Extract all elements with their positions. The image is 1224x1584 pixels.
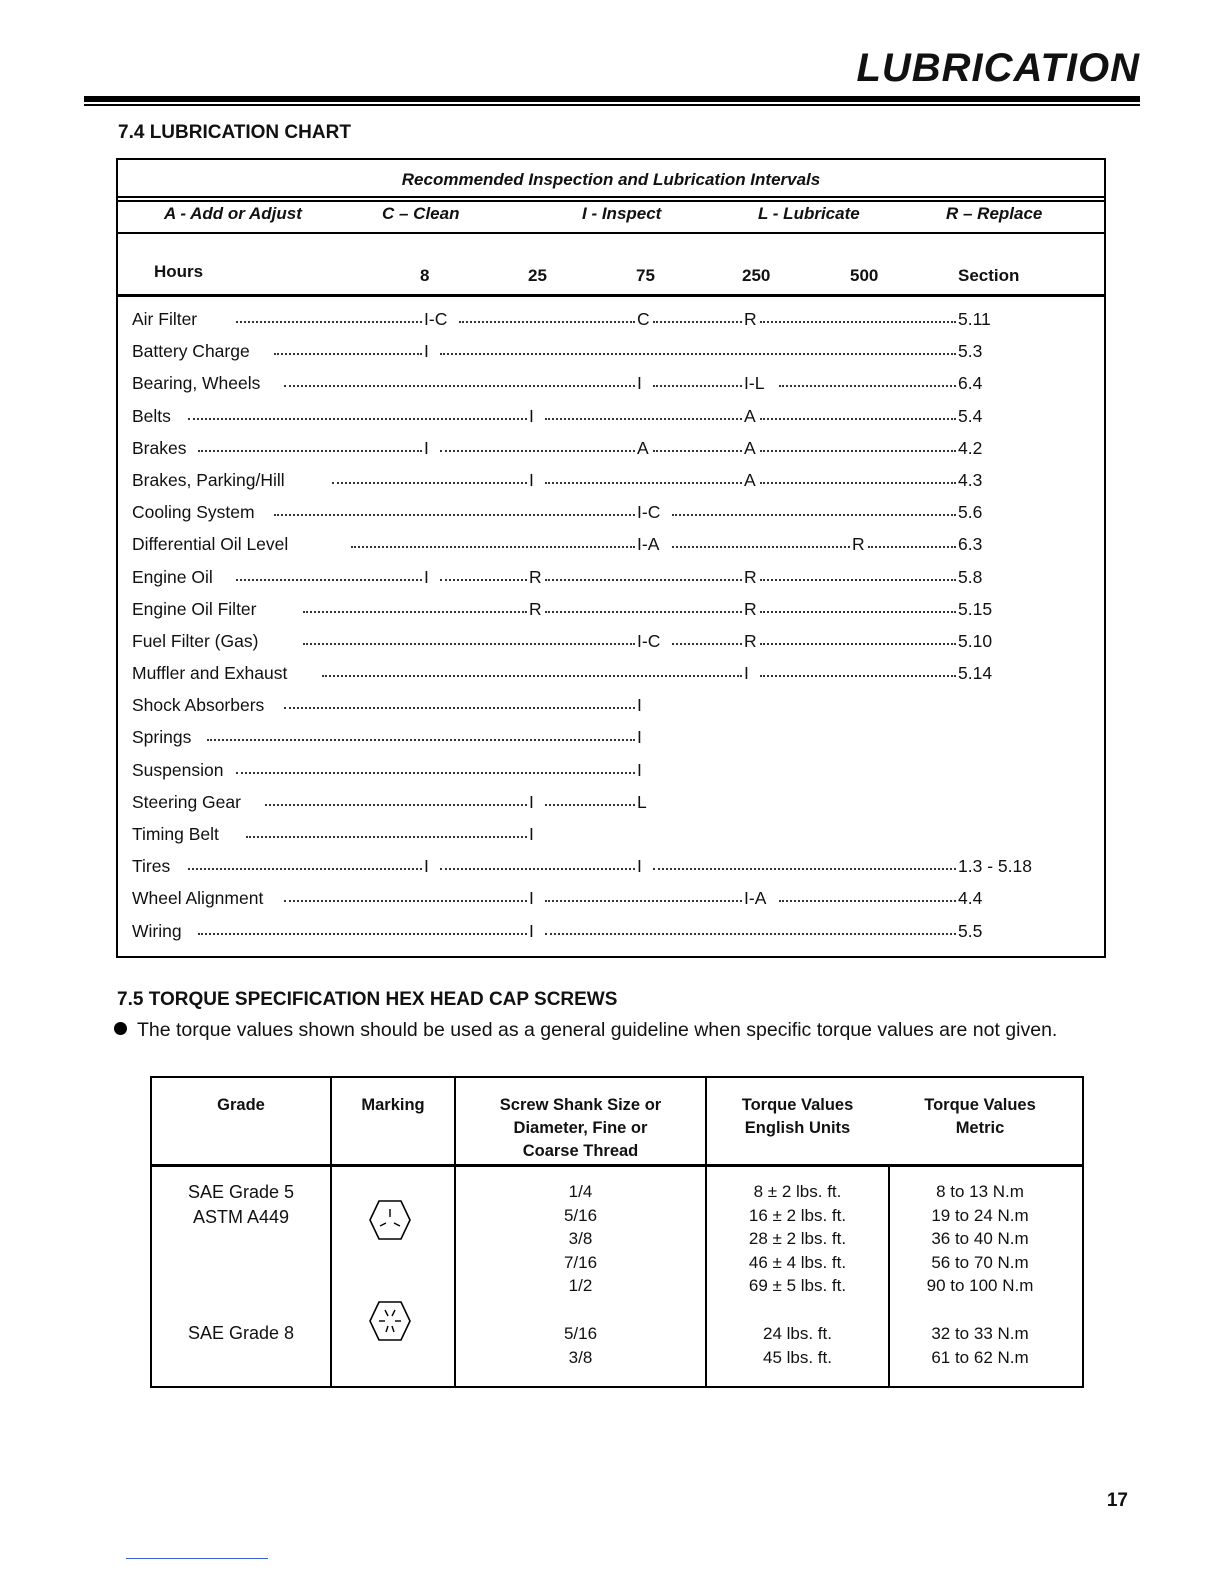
bullet-icon	[114, 1022, 127, 1035]
table-row	[132, 760, 1062, 792]
grade-5-metric	[890, 1180, 1070, 1298]
leader-dots	[236, 772, 635, 774]
leader-dots	[332, 482, 527, 484]
header-marking: Marking	[361, 1096, 425, 1114]
torque-cell: 3/8	[568, 1347, 593, 1367]
leader-dots	[672, 643, 742, 645]
header-english	[707, 1094, 888, 1140]
lubrication-chart	[116, 158, 1106, 958]
item-name: Belts	[132, 405, 171, 426]
leader-dots	[760, 450, 956, 452]
leader-dots	[236, 579, 422, 581]
leader-dots	[760, 579, 956, 581]
torque-cell: 90 to 100 N.m	[926, 1276, 1034, 1295]
leader-dots	[760, 643, 956, 645]
header-english-line: Torque Values	[741, 1096, 854, 1114]
section-ref: 6.3	[958, 534, 983, 555]
section-ref: 5.11	[958, 309, 991, 329]
section-ref: 5.4	[958, 405, 983, 426]
header-divider	[152, 1164, 1082, 1167]
item-name: Fuel Filter (Gas)	[132, 630, 259, 651]
grade-8-sizes	[456, 1322, 705, 1369]
header-english-line: English Units	[744, 1119, 851, 1137]
item-name: Wiring	[132, 920, 182, 941]
header-grade: Grade	[217, 1096, 265, 1114]
leader-dots	[351, 546, 635, 548]
hex-grade5-icon	[368, 1199, 412, 1241]
table-row	[132, 856, 1062, 888]
interval-code: A	[637, 437, 649, 458]
item-name: Air Filter	[132, 309, 198, 329]
section-ref: 5.8	[958, 566, 983, 587]
interval-code: I-A	[744, 888, 767, 909]
leader-dots	[545, 418, 742, 420]
chart-divider	[118, 232, 1104, 234]
header-size-line: Coarse Thread	[522, 1142, 639, 1160]
leader-dots	[440, 353, 956, 355]
header-rule-thin	[84, 104, 1140, 106]
interval-code: A	[744, 405, 756, 426]
table-row	[132, 695, 1062, 727]
item-name: Springs	[132, 727, 192, 748]
table-row	[132, 534, 1062, 566]
interval-code: I	[529, 888, 534, 909]
leader-dots	[265, 804, 527, 806]
legend-inspect: I - Inspect	[582, 204, 662, 223]
torque-table	[150, 1076, 1084, 1388]
section-ref: 5.10	[958, 630, 993, 651]
torque-cell: 56 to 70 N.m	[931, 1252, 1029, 1272]
item-name: Battery Charge	[132, 341, 250, 362]
leader-dots	[653, 450, 742, 452]
interval-code: I-L	[744, 373, 765, 394]
table-row	[132, 373, 1062, 405]
chart-divider	[118, 294, 1104, 297]
table-row	[132, 470, 1062, 502]
leader-dots	[274, 353, 422, 355]
leader-dots	[545, 804, 635, 806]
leader-dots	[760, 675, 956, 677]
table-row	[132, 792, 1062, 824]
leader-dots	[672, 514, 956, 516]
leader-dots	[303, 611, 527, 613]
leader-dots	[188, 418, 527, 420]
section-ref: 1.3 - 5.18	[958, 856, 1032, 877]
leader-dots	[760, 482, 956, 484]
header-size	[456, 1094, 705, 1163]
hours-8: 8	[420, 266, 430, 285]
interval-code: I	[529, 791, 534, 812]
item-name: Bearing, Wheels	[132, 373, 261, 394]
interval-code: I	[637, 759, 642, 780]
interval-code: I	[424, 566, 429, 587]
leader-dots	[868, 546, 956, 548]
leader-dots	[188, 868, 422, 870]
torque-cell: 1/2	[568, 1276, 593, 1295]
page-number: 17	[1106, 1490, 1128, 1511]
torque-cell: 28 ± 2 lbs. ft.	[748, 1229, 847, 1248]
table-row	[132, 341, 1062, 373]
interval-code: I	[637, 856, 642, 877]
chart-divider	[118, 200, 1104, 202]
grade-5-english	[707, 1180, 888, 1298]
grade-text: ASTM A449	[192, 1207, 290, 1227]
interval-code: I	[529, 824, 534, 844]
section-ref: 4.2	[958, 437, 983, 458]
interval-code: R	[744, 630, 757, 651]
hours-label: Hours	[154, 262, 204, 281]
leader-dots	[760, 611, 956, 613]
interval-code: A	[744, 469, 756, 490]
legend-clean: C – Clean	[382, 204, 460, 223]
section-ref: 5.5	[958, 920, 983, 941]
interval-code: R	[744, 566, 757, 587]
leader-dots	[440, 868, 635, 870]
leader-dots	[672, 546, 850, 548]
interval-code: I-A	[637, 534, 660, 555]
interval-code: L	[637, 791, 647, 812]
header-metric	[890, 1094, 1070, 1140]
leader-dots	[198, 933, 527, 935]
interval-code: I-C	[424, 309, 448, 329]
section-ref: 5.15	[958, 598, 993, 619]
section-label: Section	[958, 266, 1020, 285]
hours-500: 500	[850, 266, 879, 285]
torque-cell: 19 to 24 N.m	[931, 1205, 1029, 1225]
section-ref: 6.4	[958, 373, 983, 394]
table-row	[132, 502, 1062, 534]
interval-code: I	[529, 920, 534, 941]
grade-8-english	[707, 1322, 888, 1369]
leader-dots	[653, 868, 956, 870]
legend-replace: R – Replace	[946, 204, 1043, 223]
leader-dots	[284, 385, 635, 387]
item-name: Shock Absorbers	[132, 695, 265, 716]
section-ref: 4.4	[958, 888, 983, 909]
item-name: Steering Gear	[132, 791, 241, 812]
grade-5-sizes	[456, 1180, 705, 1298]
leader-dots	[459, 321, 635, 323]
hex-grade8-icon	[368, 1300, 412, 1342]
legend-lubricate: L - Lubricate	[758, 204, 860, 223]
table-row	[132, 599, 1062, 631]
torque-cell: 1/4	[568, 1182, 593, 1201]
header-metric-line: Torque Values	[924, 1096, 1036, 1114]
leader-dots	[779, 385, 956, 387]
torque-note	[114, 1019, 1057, 1042]
table-row	[132, 406, 1062, 438]
section-ref: 4.3	[958, 469, 983, 490]
interval-code: R	[744, 598, 757, 619]
torque-cell: 7/16	[563, 1252, 598, 1272]
leader-dots	[545, 611, 742, 613]
table-row	[132, 631, 1062, 663]
torque-cell: 16 ± 2 lbs. ft.	[748, 1205, 847, 1225]
leader-dots	[779, 900, 956, 902]
hours-75: 75	[636, 266, 655, 285]
torque-section-title: 7.5 TORQUE SPECIFICATION HEX HEAD CAP SCREWS	[117, 989, 618, 1010]
leader-dots	[236, 321, 422, 323]
leader-dots	[274, 514, 635, 516]
interval-code: I	[637, 727, 642, 748]
legend-add-adjust: A - Add or Adjust	[164, 204, 302, 223]
chart-table-title: Recommended Inspection and Lubrication Intervals	[401, 170, 821, 189]
torque-cell: 3/8	[568, 1229, 593, 1248]
section-ref: 5.14	[958, 663, 993, 684]
lubrication-section-title: 7.4 LUBRICATION CHART	[118, 122, 351, 143]
torque-cell: 5/16	[563, 1205, 598, 1225]
interval-code: I	[424, 437, 429, 458]
interval-code: I	[529, 405, 534, 426]
chart-divider	[118, 196, 1104, 198]
table-row	[132, 663, 1062, 695]
leader-dots	[653, 321, 742, 323]
interval-code: I	[744, 663, 749, 684]
torque-cell: 32 to 33 N.m	[931, 1324, 1029, 1343]
interval-code: R	[852, 534, 865, 555]
item-name: Differential Oil Level	[132, 534, 289, 555]
item-name: Engine Oil	[132, 566, 213, 587]
item-name: Engine Oil Filter	[132, 598, 257, 619]
interval-code: I	[637, 373, 642, 394]
leader-dots	[760, 321, 956, 323]
header-metric-line: Metric	[955, 1119, 1005, 1137]
leader-dots	[246, 836, 527, 838]
footer-line	[126, 1558, 268, 1559]
torque-cell: 45 lbs. ft.	[763, 1347, 832, 1367]
torque-cell: 5/16	[563, 1324, 598, 1343]
item-name: Brakes, Parking/Hill	[132, 469, 285, 490]
leader-dots	[440, 579, 527, 581]
page-header-title: LUBRICATION	[856, 46, 1140, 90]
table-row	[132, 309, 1062, 341]
torque-cell: 46 ± 4 lbs. ft.	[748, 1252, 847, 1272]
grade-text: SAE Grade 5	[187, 1182, 295, 1202]
grade-5-label	[152, 1180, 330, 1230]
torque-cell: 61 to 62 N.m	[931, 1347, 1029, 1367]
interval-code: C	[637, 309, 650, 329]
item-name: Muffler and Exhaust	[132, 663, 288, 684]
item-name: Brakes	[132, 437, 187, 458]
item-name: Cooling System	[132, 502, 255, 523]
leader-dots	[545, 933, 956, 935]
leader-dots	[303, 643, 635, 645]
leader-dots	[545, 900, 742, 902]
section-ref: 5.3	[958, 341, 983, 362]
torque-cell: 24 lbs. ft.	[763, 1324, 832, 1343]
interval-code: R	[744, 309, 757, 329]
grade-8-metric	[890, 1322, 1070, 1369]
table-row	[132, 567, 1062, 599]
leader-dots	[440, 450, 635, 452]
section-ref: 5.6	[958, 502, 983, 523]
interval-code: I	[424, 341, 429, 362]
leader-dots	[653, 385, 742, 387]
torque-cell: 36 to 40 N.m	[931, 1229, 1029, 1248]
interval-code: I	[529, 469, 534, 490]
leader-dots	[284, 707, 635, 709]
interval-code: R	[529, 598, 542, 619]
torque-note-text: The torque values shown should be used as a general guideline when specific torque values are not given.	[137, 1019, 1058, 1041]
torque-cell: 8 to 13 N.m	[936, 1182, 1024, 1201]
hours-25: 25	[528, 266, 547, 285]
interval-code: I	[637, 695, 642, 716]
lubrication-rows	[132, 309, 1062, 953]
column-divider	[330, 1078, 332, 1386]
item-name: Timing Belt	[132, 824, 219, 844]
table-row	[132, 824, 1062, 856]
header-size-line: Diameter, Fine or	[513, 1119, 648, 1137]
leader-dots	[545, 579, 742, 581]
interval-code: A	[744, 437, 756, 458]
grade-text: SAE Grade 8	[187, 1323, 295, 1343]
table-row	[132, 727, 1062, 759]
leader-dots	[198, 450, 422, 452]
leader-dots	[207, 739, 635, 741]
leader-dots	[760, 418, 956, 420]
table-row	[132, 921, 1062, 953]
header-rule	[84, 96, 1140, 102]
torque-cell: 69 ± 5 lbs. ft.	[748, 1276, 847, 1295]
interval-code: I	[424, 856, 429, 877]
table-row	[132, 888, 1062, 920]
item-name: Tires	[132, 856, 171, 877]
leader-dots	[284, 900, 527, 902]
header-size-line: Screw Shank Size or	[499, 1096, 662, 1114]
interval-code: I-C	[637, 502, 661, 523]
item-name: Wheel Alignment	[132, 888, 264, 909]
hours-250: 250	[742, 266, 771, 285]
leader-dots	[322, 675, 742, 677]
item-name: Suspension	[132, 759, 224, 780]
grade-8-label	[152, 1322, 330, 1346]
interval-code: I-C	[637, 630, 661, 651]
leader-dots	[545, 482, 742, 484]
interval-code: R	[529, 566, 542, 587]
table-row	[132, 438, 1062, 470]
torque-cell: 8 ± 2 lbs. ft.	[753, 1182, 842, 1201]
